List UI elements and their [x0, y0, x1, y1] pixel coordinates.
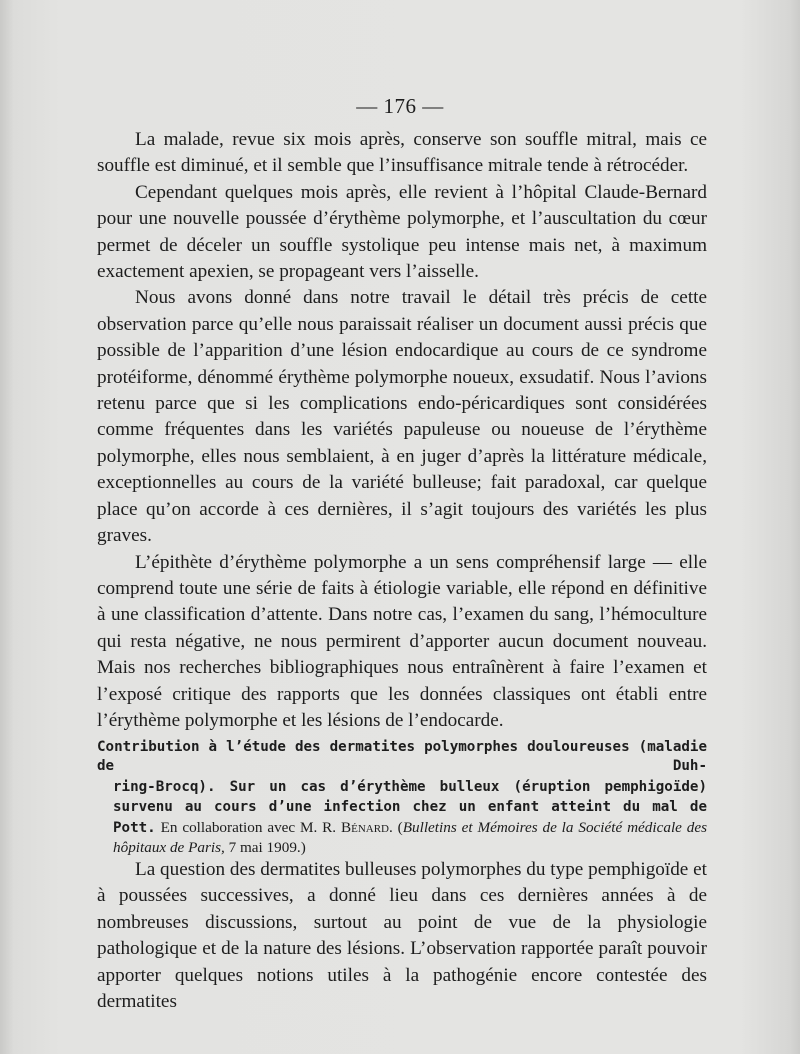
citation-punct: . (	[389, 818, 403, 836]
citation-body	[113, 777, 707, 858]
paragraph: L’épithète d’érythème polymorphe a un sens compréhensif large — elle comprend toute une série de faits à étiologie variable, elle répond en définitive à une classification d’attente. Dans notre cas, l’examen du sang, l’hémoculture qui resta négative, ne nous permirent d’apporter aucun document nouveau. Mais nos recherches bibliographiques nous entraînèrent à faire l’examen et l’exposé critique des rapports que les données classiques ont établi entre l’érythème polymorphe et les lésions de l’endocarde.	[97, 551, 707, 731]
bibliographic-citation	[97, 738, 707, 857]
final-text-block	[97, 857, 707, 1015]
paragraph: La malade, revue six mois après, conserve son souffle mitral, mais ce souffle est diminué, et il semble que l’insuffisance mitrale tende à rétrocéder.	[97, 129, 707, 177]
collaborator-name: Bénard	[340, 818, 390, 836]
citation-source: Bulletins et Mémoires de la Société médicale des hôpitaux de Paris,	[113, 818, 708, 857]
citation-collaboration: En collaboration avec M. R.	[155, 818, 341, 836]
citation-title-line: Contribution à l’étude des dermatites polymorphes douloureuses (maladie de Duh-	[97, 739, 707, 775]
citation-date: 7 mai 1909.)	[224, 839, 306, 857]
page-number: — 176 —	[356, 94, 444, 118]
paragraph: Cependant quelques mois après, elle revient à l’hôpital Claude-Bernard pour une nouvelle poussée d’érythème polymorphe, et l’auscultation du cœur permet de déceler un souffle systolique peu intense mais net, à maximum exactement apexien, se propageant vers l’aisselle.	[97, 181, 707, 283]
main-text-block	[97, 127, 707, 734]
paragraph: Nous avons donné dans notre travail le détail très précis de cette observation parce qu’elle nous paraissait réaliser un document aussi précis que possible de l’apparition d’une lésion endocardique au cours de ce syndrome protéiforme, dénommé érythème polymorphe noueux, exsudatif. Nous l’avions retenu parce que si les complications endo-péricardiques sont considérées comme fréquentes dans les variétés papuleuse ou noueuse de l’érythème polymorphe, elles nous semblaient, à en juger d’après la littérature médicale, exceptionnelles au cours de la variété bulleuse; fait paradoxal, car quelque place qu’on accorde à ces dernières, il s’agit toujours des variétés les plus graves.	[97, 287, 707, 547]
citation-title-rest: ring-Brocq). Sur un cas d’érythème bulleux (éruption pemphigoïde) survenu au cours d’une infection chez un enfant atteint du mal de Pott.	[113, 778, 707, 836]
paragraph: La question des dermatites bulleuses polymorphes du type pemphigoïde et à poussées successives, a donné lieu dans ces dernières années à de nombreuses discussions, surtout au point de vue de la physiologie pathologique et de la nature des lésions. L’observation rapportée paraît pouvoir apporter quelques notions utiles à la pathogénie encore contestée des dermatites	[97, 859, 707, 1013]
